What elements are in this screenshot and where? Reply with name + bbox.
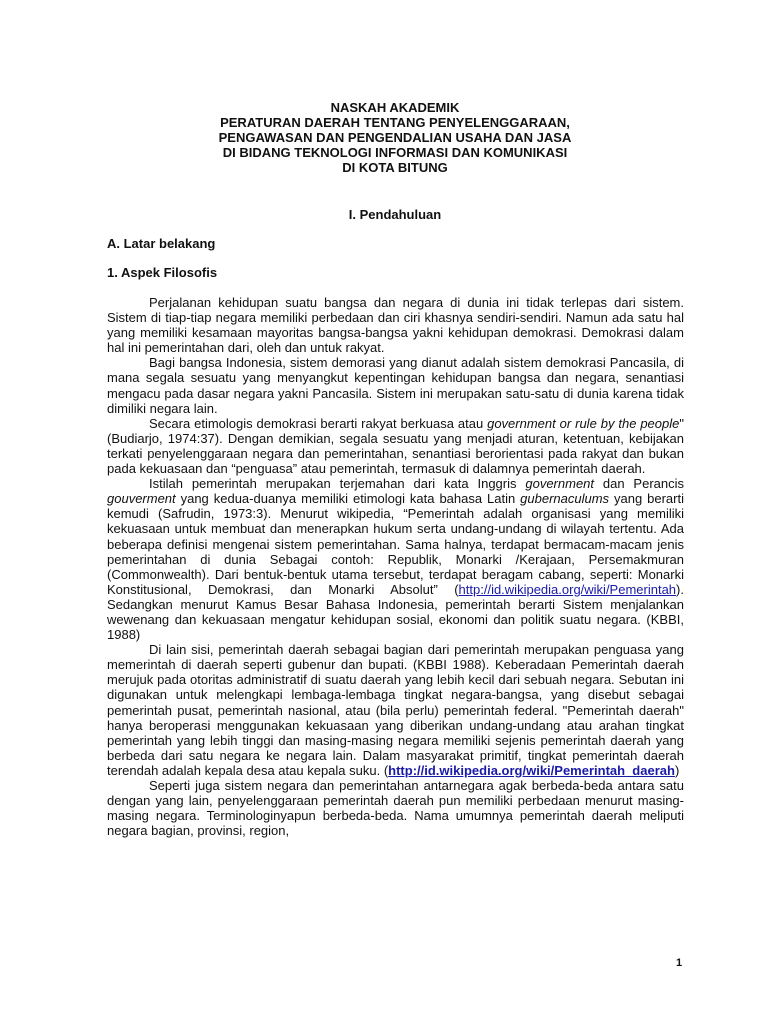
italic-term: gubernaculums [520,491,610,507]
italic-term: gouverment [107,491,176,507]
title-line: DI KOTA BITUNG [342,160,448,175]
wikipedia-pemerintah-daerah-link[interactable]: http://id.wikipedia.org/wiki/Pemerintah_daerah [388,762,675,778]
chapter-heading: I. Pendahuluan [348,207,442,222]
italic-term: government or rule by the people [487,415,680,431]
paragraph-2: Bagi bangsa Indonesia, sistem demorasi yang dianut adalah sistem demokrasi Pancasila, di mana segala sesuatu yang menyangkut kepentingan kehidupan bangsa dan negara, senantiasi mengacu pada dasar negara yakni Pancasila. Sistem ini merupakan satu-satu di dunia karena tidak dimiliki negara lain. [107,355,684,416]
paragraph-text: dan Perancis [594,476,685,492]
page-number: 1 [676,957,683,969]
paragraph-6: Seperti juga sistem negara dan pemerintahan antarnegara agak berbeda-beda antara satu dengan yang lain, penyelenggaraan pemerintah daerah pun memiliki perbedaan menurut masing-masing negara. Terminologinyapun berbeda-beda. Nama umumnya pemerintah daerah meliputi negara bagian, provinsi, region, [107,778,684,839]
title-line: NASKAH AKADEMIK [330,100,460,115]
paragraph-text: yang berarti kemudi (Safrudin, 1973:3). Menurut wikipedia, “Pemerintah adalah organisasi yang memiliki kekuasaan untuk membuat dan menerapkan hukum serta undang-undang di wilayah tertentu. Ada beberapa definisi mengenai sistem pemerintahan. Sama halnya, terdapat bermacam-macam jenis pemerintahan di dunia Sebagai contoh: Republik, Monarki /Kerajaan, Persemakmuran (Commonwealth). Dari bentuk-bentuk utama tersebut, terdapat beragam cabang, seperti: Monarki Konstitusional, Demokrasi, dan Monarki Absolut” ( [107,491,684,597]
title-line: PENGAWASAN DAN PENGENDALIAN USAHA DAN JASA [218,130,572,145]
paragraph-5 [107,642,684,778]
subsection-heading: 1. Aspek Filosofis [107,265,218,280]
paragraph-text: yang kedua-duanya memiliki etimologi kata bahasa Latin [175,491,521,507]
document-title [0,100,768,175]
title-line: DI BIDANG TEKNOLOGI INFORMASI DAN KOMUNIKASI [222,145,568,160]
title-line: PERATURAN DAERAH TENTANG PENYELENGGARAAN, [220,115,570,130]
paragraph-text: " (Budiarjo, 1974:37). Dengan demikian, segala sesuatu yang menjadi aturan, ketentuan, kebijakan terkati penyelenggaraan negara dan pemerintahan, senantiasi berorientasi pada rakyat dan bukan pada kekuasaan dan “penguasa” atau pemerintah, termasuk di dalamnya pemerintah daerah. [107,415,684,477]
italic-term: government [525,476,595,492]
paragraph-4 [107,476,684,642]
section-heading: A. Latar belakang [107,236,216,251]
paragraph-text: ). Sedangkan menurut Kamus Besar Bahasa Indonesia, pemerintah berarti Sistem menjalankan wewenang dan kekuasaan mengatur kehidupan sosial, ekonomi dan politik suatu negara. (KBBI, 1988) [107,581,684,643]
body-text [107,295,684,838]
paragraph-1: Perjalanan kehidupan suatu bangsa dan negara di dunia ini tidak terlepas dari sistem. Sistem di tiap-tiap negara memiliki perbedaan dan ciri khasnya sendiri-sendiri. Namun ada satu hal yang memiliki kesamaan mayoritas bangsa-bangsa yakni kehidupan demokrasi. Demokrasi dalam hal ini pemerintahan dari, oleh dan untuk rakyat. [107,295,684,356]
wikipedia-pemerintah-link[interactable]: http://id.wikipedia.org/wiki/Pemerintah [458,581,677,597]
paragraph-text: ) [674,762,680,778]
paragraph-text: Di lain sisi, pemerintah daerah sebagai bagian dari pemerintah merupakan penguasa yang memerintah di daerah seperti gubenur dan bupati. (KBBI 1988). Keberadaan Pemerintah daerah merujuk pada otoritas administratif di suatu daerah yang lebih kecil dari sebuah negara. Sebutan ini digunakan untuk melengkapi lembaga-lembaga tingkat negara-bangsa, yang disebut sebagai pemerintah pusat, pemerintah nasional, atau (bila perlu) pemerintah federal. "Pemerintah daerah" hanya beroperasi menggunakan kekuasaan yang diberikan undang-undang atau arahan tingkat pemerintah yang lebih tinggi dan masing-masing negara memiliki sejenis pemerintah daerah yang berbeda dari satu negara ke negara lain. Dalam masyarakat primitif, tingkat pemerintah daerah terendah adalah kepala desa atau kepala suku. ( [107,642,684,778]
paragraph-text: Secara etimologis demokrasi berarti rakyat berkuasa atau [149,415,488,431]
paragraph-3 [107,416,684,476]
paragraph-text: Istilah pemerintah merupakan terjemahan dari kata Inggris [149,476,526,492]
